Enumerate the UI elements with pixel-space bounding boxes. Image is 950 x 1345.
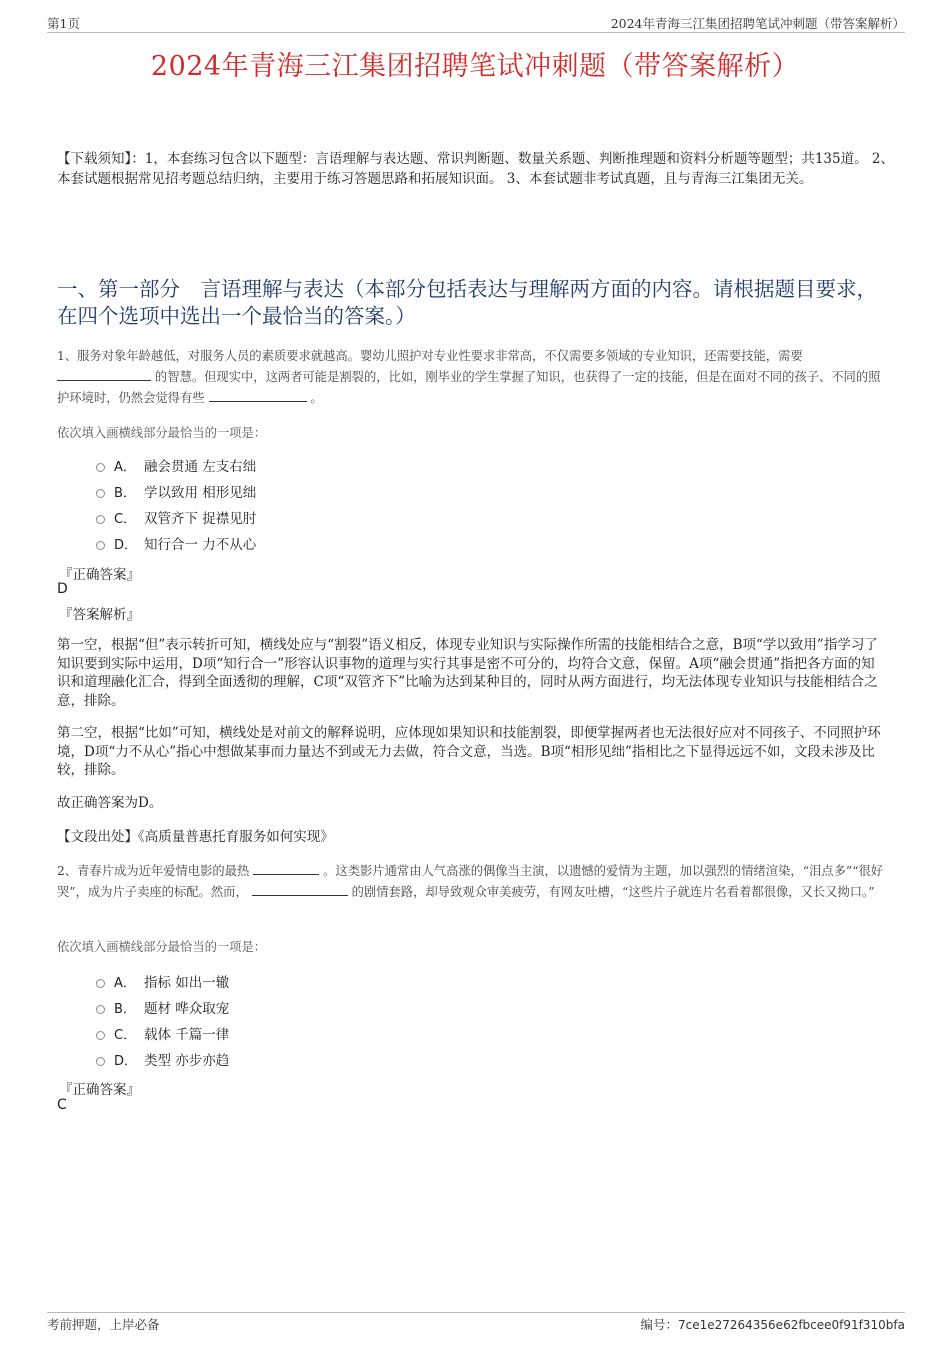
option-text: 题材 哗众取宠 (144, 1001, 230, 1017)
radio-icon[interactable] (96, 1031, 105, 1040)
option-c[interactable] (96, 1020, 229, 1046)
analysis-conclusion: 故正确答案为D。 (57, 795, 163, 811)
question-2-instruction: 依次填入画横线部分最恰当的一项是： (57, 940, 267, 954)
option-text: 知行合一 力不从心 (144, 537, 257, 553)
option-a[interactable] (96, 968, 229, 994)
question-2-text-a: 2、青春片成为近年爱情电影的最热 (57, 864, 250, 878)
option-b[interactable] (96, 994, 229, 1020)
question-1-stem (57, 346, 885, 409)
header-doc-title: 2024年青海三江集团招聘笔试冲刺题（带答案解析） (610, 16, 905, 31)
option-letter: B． (114, 485, 136, 501)
radio-icon[interactable] (96, 463, 105, 472)
correct-answer-label: 『正确答案』 (59, 567, 140, 583)
option-d[interactable] (96, 530, 256, 556)
option-letter: A． (114, 975, 136, 991)
page-header (47, 12, 905, 33)
option-b[interactable] (96, 478, 256, 504)
option-text: 双管齐下 捉襟见肘 (144, 511, 257, 527)
option-letter: D． (114, 537, 138, 553)
question-1-text-c: 。 (310, 391, 323, 405)
radio-icon[interactable] (96, 541, 105, 550)
option-text: 类型 亦步亦趋 (144, 1053, 230, 1069)
option-d[interactable] (96, 1046, 229, 1072)
option-letter: C． (114, 511, 137, 527)
analysis-label: 『答案解析』 (59, 607, 140, 623)
option-letter: D． (114, 1053, 138, 1069)
answer-blank (209, 389, 307, 402)
question-2-stem (57, 861, 885, 903)
answer-blank (253, 862, 319, 875)
page-footer (47, 1312, 905, 1333)
code-label: 编号： (640, 1317, 678, 1332)
radio-icon[interactable] (96, 1057, 105, 1066)
question-2-text-c: 的剧情套路，却导致观众审美疲劳，有网友吐槽，“这些片子就连片名看着都很像，又长又拗口。” (351, 885, 875, 899)
radio-icon[interactable] (96, 515, 105, 524)
option-c[interactable] (96, 504, 256, 530)
footer-slogan: 考前押题，上岸必备 (47, 1317, 160, 1332)
answer-blank (252, 883, 348, 896)
document-code (640, 1315, 905, 1333)
download-notice: 【下载须知】：1，本套练习包含以下题型：言语理解与表达题、常识判断题、数量关系题、判断推理题和资料分析题等题型；共135道。 2、本套试题根据常见招考题总结归纳，主要用于练习答题思路和拓展知识面。 3、本套试题非考试真题，且与青海三江集团无关。 (57, 151, 894, 187)
radio-icon[interactable] (96, 489, 105, 498)
option-text: 学以致用 相形见绌 (144, 485, 257, 501)
radio-icon[interactable] (96, 979, 105, 988)
question-1-instruction: 依次填入画横线部分最恰当的一项是： (57, 426, 267, 440)
analysis-paragraph-2: 第二空，根据“比如”可知，横线处是对前文的解释说明，应体现如果知识和技能割裂，即便掌握两者也无法很好应对不同孩子、不同照护环境，D项“力不从心”指心中想做某事而力量达不到或无力去做，符合文意，当选。B项“相形见绌”指相比之下显得远远不如，文段未涉及比较，排除。 (57, 725, 881, 778)
question-1-options (96, 452, 256, 556)
answer-blank (57, 368, 151, 381)
source-citation: 【文段出处】《高质量普惠托育服务如何实现》 (57, 829, 334, 845)
option-text: 载体 千篇一律 (144, 1027, 230, 1043)
correct-answer-label: 『正确答案』 (59, 1082, 140, 1098)
code-value: 7ce1e27264356e62fbcee0f91f310bfa (677, 1318, 905, 1332)
question-1-text-a: 1、服务对象年龄越低，对服务人员的素质要求就越高。婴幼儿照护对专业性要求非常高，不仅需要多领域的专业知识，还需要技能，需要 (57, 349, 803, 363)
question-2-text-b: 。这类影片通常由人气高涨的偶像当主演，以遗憾的爱情为主题，加以强烈的情绪渲染，“泪点多”“很好哭”，成为片子卖座的标配。然而， (57, 864, 884, 899)
option-text: 指标 如出一辙 (144, 975, 230, 991)
correct-answer: C (57, 1097, 67, 1113)
option-letter: B． (114, 1001, 136, 1017)
document-title: 2024年青海三江集团招聘笔试冲刺题（带答案解析） (150, 51, 800, 82)
analysis-paragraph-1: 第一空，根据“但”表示转折可知，横线处应与“割裂”语义相反，体现专业知识与实际操作所需的技能相结合之意，B项“学以致用”指学习了知识要到实际中运用，D项“知行合一”形容认识事物的道理与实行其事是密不可分的，均符合文意，保留。A项“融会贯通”指把各方面的知识和道理融化汇合，得到全面透彻的理解，C项“双管齐下”比喻为达到某种目的，同时从两方面进行，均无法体现专业知识与技能相结合之意，排除。 (57, 637, 878, 709)
option-letter: C． (114, 1027, 137, 1043)
page-number: 第1页 (47, 16, 80, 31)
option-a[interactable] (96, 452, 256, 478)
section-heading: 一、第一部分 言语理解与表达（本部分包括表达与理解两方面的内容。请根据题目要求，在四个选项中选出一个最恰当的答案。） (57, 277, 877, 328)
correct-answer: D (57, 581, 68, 597)
question-2-options (96, 968, 229, 1072)
question-1-text-b: 的智慧。但现实中，这两者可能是割裂的，比如，刚毕业的学生掌握了知识，也获得了一定的技能，但是在面对不同的孩子、不同的照护环境时，仍然会觉得有些 (57, 370, 881, 405)
radio-icon[interactable] (96, 1005, 105, 1014)
option-text: 融会贯通 左支右绌 (144, 459, 257, 475)
option-letter: A． (114, 459, 136, 475)
